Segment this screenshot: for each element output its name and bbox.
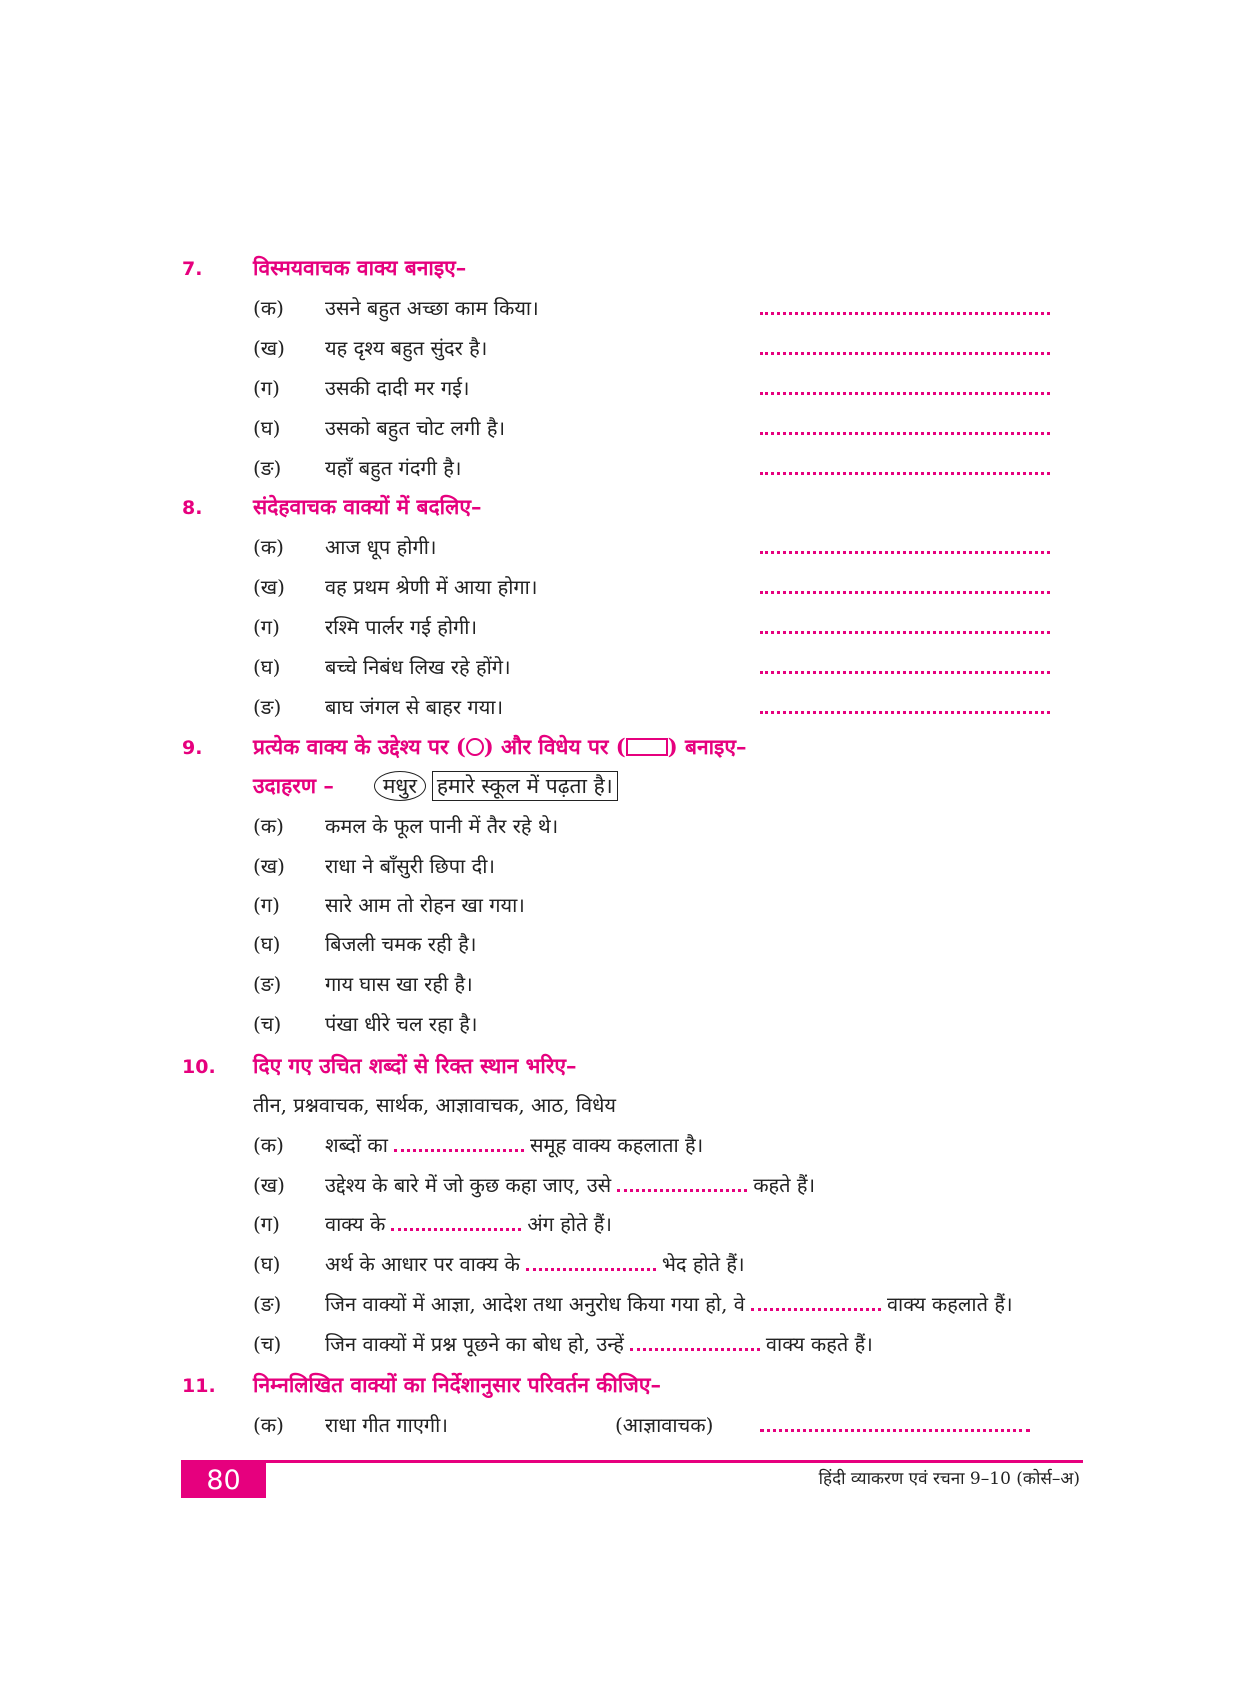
item-text: यह दृश्य बहुत सुंदर है। <box>325 336 488 360</box>
item-marker: (च) <box>253 1012 282 1036</box>
list-item <box>253 573 1073 607</box>
item-marker: (ग) <box>253 376 280 400</box>
text-before: जिन वाक्यों में आज्ञा, आदेश तथा अनुरोध किया गया हो, वे <box>325 1292 745 1316</box>
item-text: उसको बहुत चोट लगी है। <box>325 416 506 440</box>
item-marker: (क) <box>253 1413 284 1437</box>
list-item <box>253 693 1073 727</box>
item-marker: (ख) <box>253 1173 285 1197</box>
text-before: वाक्य के <box>325 1212 386 1236</box>
word-bank: तीन, प्रश्नवाचक, सार्थक, आज्ञावाचक, आठ, विधेय <box>253 1093 617 1117</box>
item-text: बिजली चमक रही है। <box>325 932 477 956</box>
item-marker: (च) <box>253 1332 282 1356</box>
fill-blank[interactable] <box>526 1262 656 1271</box>
question-7-title: विस्मयवाचक वाक्य बनाइए– <box>253 255 467 280</box>
list-item <box>253 1330 1073 1364</box>
list-item <box>253 294 1073 328</box>
item-marker: (ख) <box>253 575 285 599</box>
list-item <box>253 1290 1073 1324</box>
item-text: गाय घास खा रही है। <box>325 972 473 996</box>
item-text: आज धूप होगी। <box>325 535 437 559</box>
answer-blank[interactable] <box>760 663 1050 674</box>
answer-blank[interactable] <box>760 344 1050 355</box>
item-text: राधा ने बाँसुरी छिपा दी। <box>325 854 495 878</box>
list-item <box>253 613 1073 647</box>
item-text <box>325 1171 815 1198</box>
list-item <box>253 653 1073 687</box>
example-line <box>253 771 618 801</box>
item-marker: (ख) <box>253 336 285 360</box>
list-item <box>253 852 1073 886</box>
item-text <box>325 1330 873 1357</box>
text-before: अर्थ के आधार पर वाक्य के <box>325 1252 520 1276</box>
question-11-number: 11. <box>182 1375 216 1397</box>
circle-symbol-icon <box>466 738 484 756</box>
fill-blank[interactable] <box>630 1342 760 1351</box>
item-marker: (क) <box>253 535 284 559</box>
item-text: पंखा धीरे चल रहा है। <box>325 1012 478 1036</box>
item-marker: (घ) <box>253 1252 281 1276</box>
answer-blank[interactable] <box>760 1421 1030 1432</box>
item-text: उसकी दादी मर गई। <box>325 376 470 400</box>
list-item <box>253 374 1073 408</box>
example-label: उदाहरण – <box>253 773 334 798</box>
item-text: बच्चे निबंध लिख रहे होंगे। <box>325 655 511 679</box>
text-after: वाक्य कहलाते हैं। <box>886 1292 1013 1316</box>
item-marker: (ग) <box>253 893 280 917</box>
item-text: राधा गीत गाएगी। <box>325 1413 448 1437</box>
fill-blank[interactable] <box>391 1222 521 1231</box>
list-item <box>253 1411 1073 1445</box>
answer-blank[interactable] <box>760 703 1050 714</box>
text-after: भेद होते हैं। <box>661 1252 745 1276</box>
item-marker: (क) <box>253 1133 284 1157</box>
text-after: कहते हैं। <box>753 1173 816 1197</box>
item-text: बाघ जंगल से बाहर गया। <box>325 695 504 719</box>
question-10-number: 10. <box>182 1056 216 1078</box>
footer-divider <box>181 1460 1083 1463</box>
title-part: ) और विधेय पर ( <box>483 734 626 759</box>
question-10-title: दिए गए उचित शब्दों से रिक्त स्थान भरिए– <box>253 1053 577 1078</box>
title-part: ) बनाइए– <box>667 734 747 759</box>
answer-blank[interactable] <box>760 464 1050 475</box>
question-7-number: 7. <box>182 258 203 280</box>
rectangle-symbol-icon <box>626 738 668 756</box>
text-after: अंग होते हैं। <box>527 1212 612 1236</box>
fill-blank[interactable] <box>617 1183 747 1192</box>
answer-blank[interactable] <box>760 543 1050 554</box>
item-text: कमल के फूल पानी में तैर रहे थे। <box>325 814 559 838</box>
list-item <box>253 891 1073 925</box>
list-item <box>253 1131 1073 1165</box>
fill-blank[interactable] <box>394 1143 524 1152</box>
item-marker: (ग) <box>253 1212 280 1236</box>
list-item <box>253 334 1073 368</box>
list-item <box>253 454 1073 488</box>
list-item <box>253 533 1073 567</box>
item-marker: (क) <box>253 814 284 838</box>
list-item <box>253 1210 1073 1244</box>
question-9-title <box>253 733 746 761</box>
answer-blank[interactable] <box>760 304 1050 315</box>
item-marker: (ङ) <box>253 695 282 719</box>
answer-blank[interactable] <box>760 384 1050 395</box>
item-text: सारे आम तो रोहन खा गया। <box>325 893 525 917</box>
item-text <box>325 1131 703 1158</box>
text-before: जिन वाक्यों में प्रश्न पूछने का बोध हो, उन्हें <box>325 1332 624 1356</box>
question-9-number: 9. <box>182 737 203 759</box>
title-part: प्रत्येक वाक्य के उद्देश्य पर ( <box>253 734 466 759</box>
list-item <box>253 812 1073 846</box>
book-title: हिंदी व्याकरण एवं रचना 9–10 (कोर्स–अ) <box>818 1469 1080 1489</box>
item-marker: (घ) <box>253 932 281 956</box>
item-text: वह प्रथम श्रेणी में आया होगा। <box>325 575 538 599</box>
fill-blank[interactable] <box>751 1302 881 1311</box>
item-text <box>325 1290 1013 1317</box>
list-item <box>253 414 1073 448</box>
text-before: शब्दों का <box>325 1133 388 1157</box>
answer-blank[interactable] <box>760 623 1050 634</box>
item-marker: (ङ) <box>253 972 282 996</box>
item-text: उसने बहुत अच्छा काम किया। <box>325 296 539 320</box>
item-marker: (ङ) <box>253 1292 282 1316</box>
item-text <box>325 1210 612 1237</box>
question-8-title: संदेहवाचक वाक्यों में बदलिए– <box>253 494 482 519</box>
list-item <box>253 1250 1073 1284</box>
item-marker: (ख) <box>253 854 285 878</box>
list-item <box>253 970 1073 1004</box>
question-8-number: 8. <box>182 497 203 519</box>
item-marker: (घ) <box>253 655 281 679</box>
question-11-title: निम्नलिखित वाक्यों का निर्देशानुसार परिवर्तन कीजिए– <box>253 1372 661 1397</box>
item-hint: (आज्ञावाचक) <box>615 1413 714 1437</box>
text-before: उद्देश्य के बारे में जो कुछ कहा जाए, उसे <box>325 1173 612 1197</box>
list-item <box>253 930 1073 964</box>
text-after: समूह वाक्य कहलाता है। <box>529 1133 704 1157</box>
item-marker: (ग) <box>253 615 280 639</box>
item-text <box>325 1250 745 1277</box>
page-number: 80 <box>181 1463 266 1498</box>
item-marker: (ङ) <box>253 456 282 480</box>
item-marker: (घ) <box>253 416 281 440</box>
example-predicate-boxed: हमारे स्कूल में पढ़ता है। <box>432 771 618 801</box>
list-item <box>253 1010 1073 1044</box>
item-text: यहाँ बहुत गंदगी है। <box>325 456 462 480</box>
answer-blank[interactable] <box>760 583 1050 594</box>
text-after: वाक्य कहते हैं। <box>765 1332 873 1356</box>
item-text: रश्मि पार्लर गई होगी। <box>325 615 478 639</box>
answer-blank[interactable] <box>760 424 1050 435</box>
example-subject-circled: मधुर <box>374 771 426 801</box>
list-item <box>253 1171 1073 1205</box>
item-marker: (क) <box>253 296 284 320</box>
